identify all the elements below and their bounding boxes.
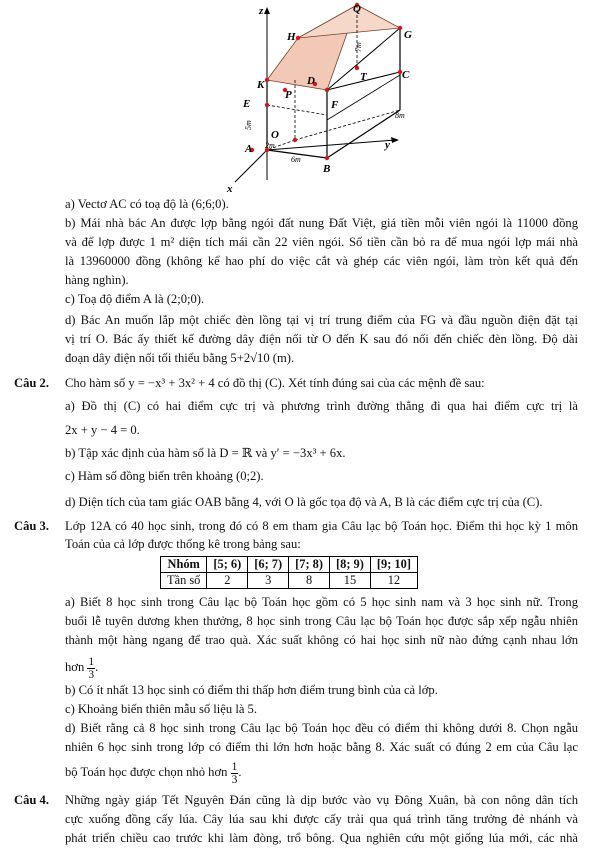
table-header-cell: Nhóm [161,557,207,573]
fraction-one-third: $\frac{1}{3}$ [231,760,238,786]
table-header-cell: [7; 8) [289,557,330,573]
q3-option-a-tail: hơn [65,660,85,674]
table-cell: 12 [370,573,417,589]
q4-line2: cực xuống đồng cấy lúa. Cây lúa sau khi được cấy trải qua quá trình tăng trưởng đẻ nhánh và [65,812,578,826]
label-y: y [385,139,390,151]
label-p: P [285,89,292,101]
q2-option-d: d) Diện tích của tam giác OAB bằng 4, với O là gốc tọa độ và A, B là các điểm cực trị của (C). [65,495,543,509]
q2-option-c: c) Hàm số đồng biến trên khoảng (0;2). [65,469,264,483]
label-z: z [259,5,264,17]
q3-option-a-line2: buổi lễ tuyên dương khen thưởng, 8 học sinh trong Câu lạc bộ Toán học được sắp xếp ngẫu nhiên [65,614,578,628]
q1-option-b-line1: b) Mái nhà bác An được lợp bằng ngói đất nung Đất Việt, giá tiền mỗi viên ngói là 11000 đồng [65,216,578,230]
fraction-one-third: $\frac{1}{3}$ [88,655,95,681]
q2-option-a-line2: 2x + y − 4 = 0. [65,423,140,437]
label-g: G [404,29,412,41]
q2-stem: Cho hàm số y = −x³ + 3x² + 4 có đồ thị (C). Xét tính đúng sai của các mệnh đề sau: [65,376,485,390]
table-header-cell: [8; 9) [330,557,371,573]
q2-option-a-line1: a) Đồ thị (C) có hai điểm cực trị và phương trình đường thẳng đi qua hai điểm cực trị là [65,399,578,413]
table-cell: 15 [330,573,371,589]
table-cell: 2 [207,573,248,589]
label-h: H [287,31,296,43]
q4-line1: Những ngày giáp Tết Nguyên Đán cũng là dịp bước vào vụ Đông Xuân, bà con nông dân tích [65,793,578,807]
q1-option-a: a) Vectơ AC có toạ độ là (6;6;0). [65,197,229,211]
q2-option-b: b) Tập xác định của hàm số là D = ℝ và y′ = −3x³ + 6x. [65,446,346,460]
q3-option-d-line2: nhiên 6 học sinh trong lớp có điểm thi lớn hơn hoặc bằng 8. Xác suất có đúng 2 em của Câu lạc [65,740,578,754]
label-c: C [402,69,410,81]
table-cell: 3 [248,573,289,589]
label-b: B [323,163,331,175]
q1-option-b-line4: hàng nghìn). [65,273,129,287]
q2-label: Câu 2. [14,376,49,390]
label-d: D [307,75,315,87]
dim-6m: 6m [291,155,301,164]
q1-option-b-line2: và để lợp được 1 m² diện tích mái cần 22 viên ngói. Số tiền cần bỏ ra để mua ngói lợp mái nhà [65,235,578,249]
q1-option-d-line2: vị trí O. Bác ấy thiết kế đường dây điện nối từ O đến K sau đó nối đến chiếc đèn lồng. Độ dài [65,332,578,346]
q3-option-d-tail: bộ Toán học được chọn nhỏ hơn [65,765,228,779]
frequency-table [160,556,418,589]
label-o: O [271,129,279,141]
dim-2m: 2m [265,141,275,150]
q3-option-d-line3: bộ Toán học được chọn nhỏ hơn $\frac{1}{3}$ . [65,760,242,786]
q1-option-d-line3: đoạn dây điện nối tối thiểu bằng 5+2√10 (m). [65,351,295,365]
q4-label: Câu 4. [14,793,49,807]
q3-stem-line1: Lớp 12A có 40 học sinh, trong đó có 8 em tham gia Câu lạc bộ Toán học. Điểm thi học kỳ 1 môn [65,519,578,533]
table-row [161,573,418,589]
label-t: T [360,71,367,83]
label-x: x [227,183,233,195]
q3-option-a-line3: thành một hàng ngang để trao quà. Xác suất không có hai học sinh nữ nào đứng cạnh nhau lớn [65,633,578,647]
house-3d-figure [205,0,425,200]
label-e: E [243,98,251,110]
label-f: F [331,99,339,111]
dim-8m: 8m [395,111,405,120]
table-header-cell: [6; 7) [248,557,289,573]
dim-7m: 7m [354,42,363,52]
q3-label: Câu 3. [14,519,49,533]
q1-option-b-line3: là 13960000 đồng (không kể hao phí do việc cắt và ghép các viên ngói, làm tròn kết quả đến [65,254,578,268]
q4-line3: phát triển chiều cao trước khi làm đòng, trổ bông. Qua nghiên cứu một giống lúa mới, các nhà [65,831,578,845]
q1-option-d-line1: d) Bác An muốn lắp một chiếc đèn lồng tại vị trí trung điểm của FG và đầu nguồn điện đặt tại [65,313,578,327]
q1-option-c: c) Toạ độ điểm A là (2;0;0). [65,292,205,306]
q3-option-d-line1: d) Biết rằng cả 8 học sinh trong Câu lạc bộ Toán học đều có điểm thi không dưới 8. Chọn ngẫu [65,721,578,735]
label-q: Q [353,3,361,15]
label-k: K [257,79,265,91]
q3-option-a-line1: a) Biết 8 học sinh trong Câu lạc bộ Toán học gồm có 5 học sinh nam và 3 học sinh nữ. Trong [65,595,578,609]
q3-stem-line2: Toán của cả lớp được thống kê trong bảng sau: [65,537,301,551]
table-header-cell: [9; 10] [370,557,417,573]
label-a: A [245,143,253,155]
q3-option-b: b) Có ít nhất 13 học sinh có điểm thi thấp hơn điểm trung bình của cả lớp. [65,683,438,697]
table-cell: 8 [289,573,330,589]
table-header-cell: [5; 6) [207,557,248,573]
table-row-label: Tần số [161,573,207,589]
dim-5m: 5m [244,120,253,130]
roof-plane-back [298,5,400,38]
q3-option-a-line4: hơn $\frac{1}{3}$ . [65,655,99,681]
q3-option-c: c) Khoảng biến thiên mẫu số liệu là 5. [65,702,258,716]
table-header-row [161,557,418,573]
